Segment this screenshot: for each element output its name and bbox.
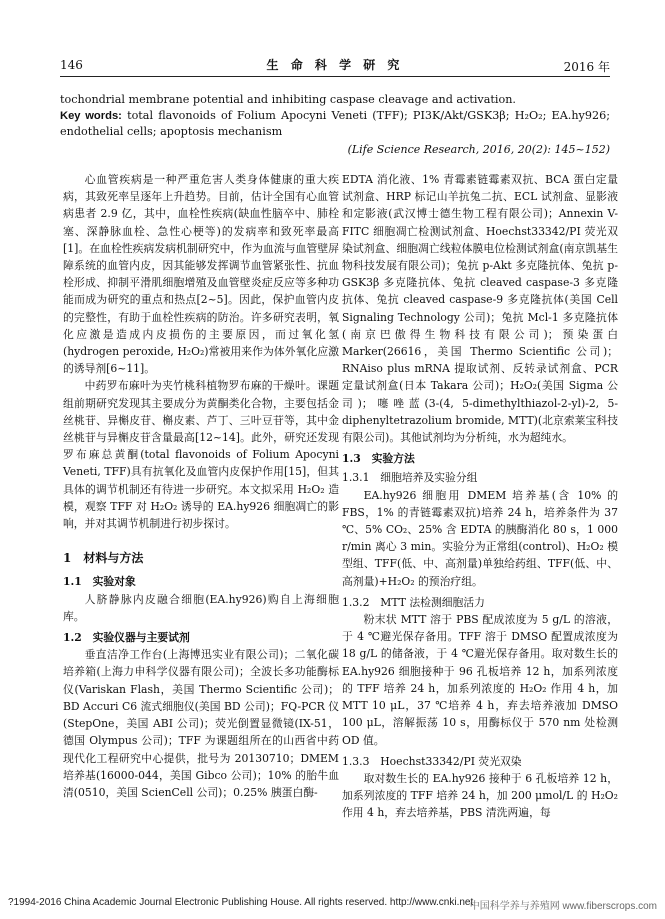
keywords [60,108,610,140]
keywords-text: total flavonoids of Folium Apocyni Veneti (TFF); PI3K/Akt/GSK3β; H₂O₂; EA.hy926; endothelial cells; apoptosis mechanism [60,109,610,138]
header-year: 2016 年 [563,60,610,74]
page-header [60,56,610,77]
section-1-2-continued: EDTA 消化液、1% 青霉素链霉素双抗、BCA 蛋白定量试剂盒、HRP 标记山羊抗兔二抗、ECL 试剂盒、显影液和定影液(武汉博士德生物工程有限公司)；Annexin V-FITC 细胞凋亡检测试剂盒、Hoechst33342/PI 荧光双染试剂盒、细胞凋亡线粒体膜电位检测试剂盒(南京凯基生物科技发展有限公司)；兔抗 p-Akt 多克隆抗体、兔抗 p-GSK3β 多克隆抗体、兔抗 cleaved caspase-3 多克隆抗体、兔抗 cleaved caspase-9 多克隆抗体(美国 Cell Signaling Technology 公司)；兔抗 Mcl-1 多克隆抗体(南京巴傲得生物科技有限公司)；预染蛋白 Marker(26616，美国 Thermo Scientific 公司)；RNAiso plus mRNA 提取试剂、反转录试剂盒、PCR 定量试剂盒(日本 Takara 公司)；H₂O₂(美国 Sigma 公司)；噻唑蓝(3-(4, 5-dimethylthiazol-2-yl)-2, 5-diphenyltetrazolium bromide, MTT)(北京索莱宝科技有限公司)。其他试剂均为分析纯，水为超纯水。 [342,173,618,445]
intro-paragraph-1: 心血管疾病是一种严重危害人类身体健康的重大疾病，其致死率呈逐年上升趋势。目前，估计全国有心血管病患者 2.9 亿，其中，血栓性疾病(缺血性脑卒中、肺栓塞、深静脉血栓、急性心梗等)的发病率和致死率最高[1]。在血栓性疾病发病机制研究中，作为血流与血管壁屏障系统的血管内皮，因其能够发挥调节血管紧张性、抗血栓形成、抑制平滑肌细胞增殖及血管壁炎症反应等多种功能而成为研究的重点和热点[2~5]。因此，保护血管内皮的完整性，有助于血栓性疾病的防治。许多研究表明，氧化应激是造成内皮损伤的主要原因，而过氧化氢(hydrogen peroxide, H₂O₂)常被用来作为体外氧化应激的诱导剂[6~11]。 [63,173,339,376]
abstract-continuation [60,92,610,140]
watermark: 中国科学养与养殖网 www.fiberscrops.com [469,901,657,912]
keywords-label: Key words: [60,110,122,122]
section-1-3-1-title: 1.3.1 细胞培养及实验分组 [342,471,478,485]
page-number: 146 [60,58,83,72]
section-1-3-title: 1.3 实验方法 [342,452,415,466]
section-1-3-3-text: 取对数生长的 EA.hy926 接种于 6 孔板培养 12 h，加系列浓度的 TFF 培养 24 h，加 200 μmol/L 的 H₂O₂ 作用 4 h，弃去培养基，PBS 清洗两遍，每 [342,771,618,820]
journal-title: 生 命 科 学 研 究 [266,58,404,72]
abstract-tail: tochondrial membrane potential and inhibiting caspase cleavage and activation. [60,93,516,106]
section-1-1-text: 人脐静脉内皮融合细胞(EA.hy926)购自上海细胞库。 [63,592,339,623]
section-1-2-title: 1.2 实验仪器与主要试剂 [63,631,190,645]
citation: (Life Science Research, 2016, 20(2): 145~152) [347,143,610,156]
section-1-1-title: 1.1 实验对象 [63,575,136,589]
section-1-3-2-text: 粉末状 MTT 溶于 PBS 配成浓度为 5 g/L 的溶液，于 4 ℃避光保存备用。TFF 溶于 DMSO 配置成浓度为 18 g/L 的储备液，于 4 ℃避光保存备用。取对数生长的 EA.hy926 细胞接种于 96 孔板培养 12 h，加系列浓度的 TFF 培养 24 h，加系列浓度的 H₂O₂ 作用 4 h，加 MTT 10 μL，37 ℃培养 4 h，弃去培养液加 DMSO 100 μL，溶解振荡 10 s，用酶标仪于 570 nm 处检测 OD 值。 [342,613,618,747]
section-1-2-text: 垂直洁净工作台(上海博迅实业有限公司)；二氧化碳培养箱(上海力申科学仪器有限公司)；全波长多功能酶标仪(Variskan Flash，美国 Thermo Scientific 公司)；BD Accuri C6 流式细胞仪(美国 BD 公司)；FQ-PCR 仪(StepOne，美国 ABI 公司)；荧光倒置显微镜(IX-51，德国 Olympus 公司)；TFF 为课题组所在的山西省中药现代化工程研究中心提供，批号为 20130710；DMEM 培养基(16000-044，美国 Gibco 公司)；10% 的胎牛血清(0510，美国 ScienCell 公司)；0.25% 胰蛋白酶- [63,648,339,799]
section-1-title: 1 材料与方法 [63,551,144,566]
section-1-3-2-title: 1.3.2 MTT 法检测细胞活力 [342,595,485,609]
page-footer [8,897,657,911]
intro-paragraph-2: 中药罗布麻叶为夹竹桃科植物罗布麻的干燥叶。课题组前期研究发现其主要成分为黄酮类化合物，主要包括金丝桃苷、异槲皮苷、槲皮素、芦丁、三叶豆苷等，其中金丝桃苷与异槲皮苷含量最高[12~14]。此外，研究还发现罗布麻总黄酮(total flavonoids of Folium Apocyni Veneti, TFF)具有抗氧化及血管内皮保护作用[15]，但其具体的调节机制还有待进一步研究。本文拟采用 H₂O₂ 造模，观察 TFF 对 H₂O₂ 诱导的 EA.hy926 细胞凋亡的影响，并对其调节机制进行初步探讨。 [63,379,339,531]
copyright-line: ?1994-2016 China Academic Journal Electronic Publishing House. All rights reserved. http://www.cnki.net [8,897,474,908]
left-column [63,171,339,801]
section-1-3-3-title: 1.3.3 Hoechst33342/PI 荧光双染 [342,754,522,768]
section-1-3-1-text: EA.hy926 细胞用 DMEM 培养基(含 10% 的 FBS，1% 的青链霉素双抗)培养 24 h，培养条件为 37 ℃、5% CO₂、25% 含 EDTA 的胰酶消化 80 s，1 000 r/min 离心 3 min。实验分为正常组(control)、H₂O₂ 模型组、TFF(低、中、高剂量)单独给药组、TFF(低、中、高剂量)+H₂O₂ 的预治疗组。 [342,488,618,588]
right-column [342,171,618,822]
